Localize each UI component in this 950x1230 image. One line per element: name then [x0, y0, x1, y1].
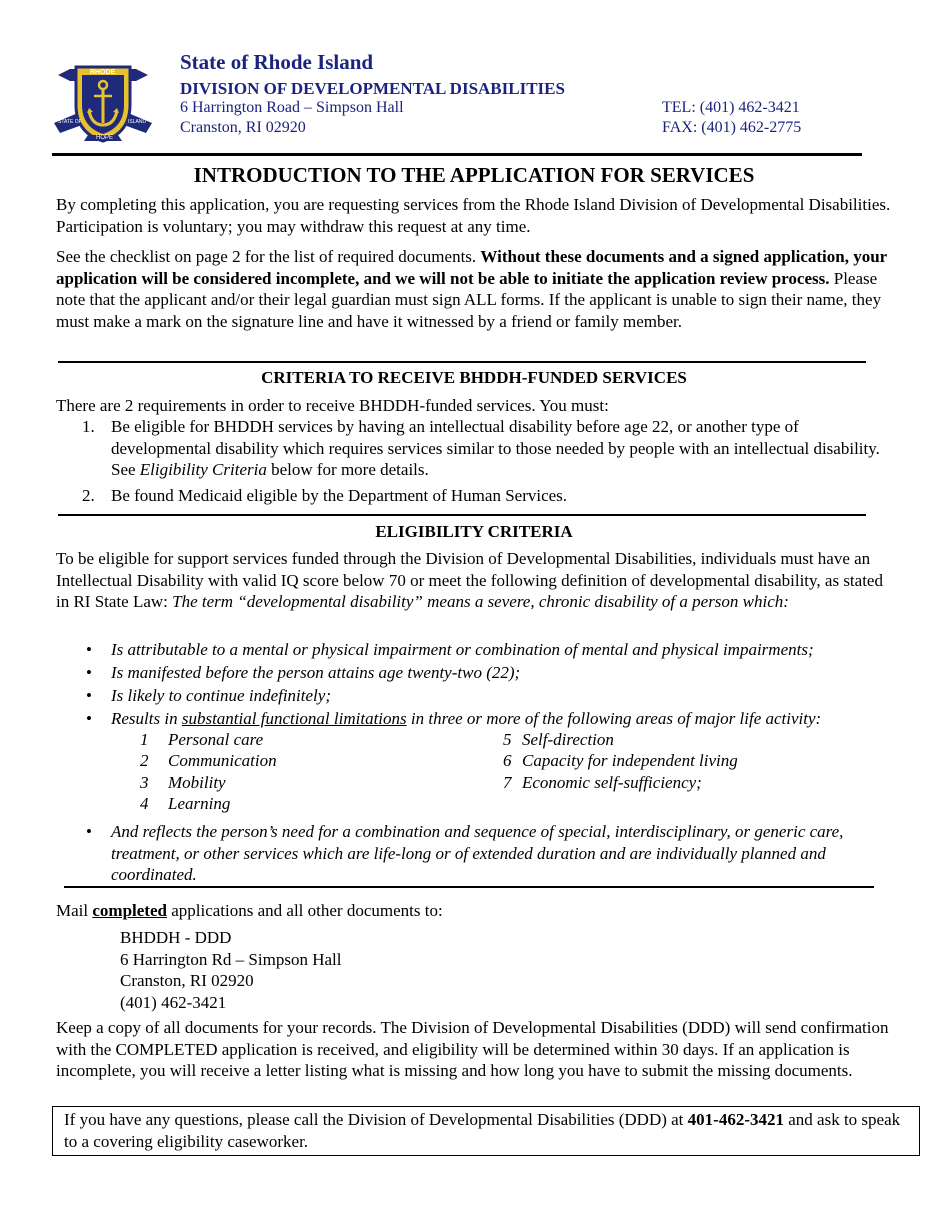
header-division: DIVISION OF DEVELOPMENTAL DISABILITIES — [180, 79, 565, 98]
seal-text-bottom: HOPE — [96, 135, 114, 141]
eligibility-bullet-4-end: in three or more of the following areas of major life activity: — [406, 709, 822, 728]
header-tel: TEL: (401) 462-3421 — [662, 99, 800, 116]
mail-address-line2: 6 Harrington Rd – Simpson Hall — [120, 949, 342, 969]
eligibility-lead-text: To be eligible for support services funded through the Division of Developmental Disabilities, individuals must have an Intellectual Disability with valid IQ score below 70 or meet the following definition of developmental disability, as stated in RI State Law: — [56, 549, 883, 611]
intro-p2-bold: Without these documents and a signed application, your application will be considered incomplete, and we will not be able to initiate the application review process. — [56, 247, 887, 288]
mail-lead — [56, 900, 896, 922]
seal-text-left: STATE OF — [58, 119, 82, 125]
mail-lead-end: applications and all other documents to: — [166, 901, 443, 920]
area-item-6: 6 Capacity for independent living — [503, 751, 738, 770]
questions-end: and ask to speak to a covering eligibility caseworker. — [64, 1110, 901, 1151]
list-item — [56, 485, 896, 507]
header-address-line1: 6 Harrington Road – Simpson Hall — [180, 99, 404, 116]
mail-top-divider — [64, 886, 874, 888]
intro-paragraph-1 — [56, 194, 896, 237]
list-item — [56, 662, 906, 684]
eligibility-bullet-4-underline: substantial functional limitations — [181, 709, 407, 728]
header-state-name: State of Rhode Island — [180, 50, 374, 74]
criteria-top-divider — [58, 361, 866, 363]
area-item-2: 2 Communication — [140, 751, 277, 770]
criteria-item-1-italic: Eligibility Criteria — [139, 460, 267, 479]
bullet-icon: • — [86, 709, 92, 728]
intro-p2-end: Please note that the applicant and/or their legal guardian must sign ALL forms. If the applicant is unable to sign their name, they must make a mark on the signature line and have it witnessed by a friend or family member. — [56, 268, 882, 331]
eligibility-title: ELIGIBILITY CRITERIA — [375, 522, 573, 541]
eligibility-bullet-3: Is likely to continue indefinitely; — [111, 686, 331, 705]
list-item — [56, 639, 906, 661]
eligibility-bullet-4-start: Results in — [111, 709, 182, 728]
area-item-5: 5 Self-direction — [503, 730, 614, 749]
mail-address-line1: BHDDH - DDD — [120, 928, 232, 947]
bullet-icon: • — [86, 640, 92, 659]
questions-start: If you have any questions, please call the Division of Developmental Disabilities (DDD) at — [64, 1110, 688, 1129]
mail-lead-start: Mail — [56, 901, 93, 920]
bullet-icon: • — [86, 686, 92, 705]
eligibility-top-divider — [58, 514, 866, 516]
area-item-3: 3 Mobility — [140, 773, 226, 792]
mail-lead-completed: completed — [92, 901, 167, 920]
eligibility-bullet-final — [56, 821, 896, 886]
criteria-item-2-text: Be found Medicaid eligible by the Department of Human Services. — [111, 485, 568, 505]
intro-p2-start: See the checklist on page 2 for the list of required documents. — [56, 247, 481, 266]
bullet-icon: • — [86, 663, 92, 682]
area-item-4: 4 Learning — [140, 794, 231, 813]
eligibility-bullet-2: Is manifested before the person attains age twenty-two (22); — [111, 663, 521, 682]
state-seal — [52, 55, 154, 145]
criteria-item-2-number: 2. — [82, 485, 95, 505]
list-item — [56, 708, 906, 730]
eligibility-bullet-1: Is attributable to a mental or physical impairment or combination of mental and physical impairments; — [111, 640, 814, 659]
eligibility-bullets — [56, 639, 906, 730]
criteria-lead: There are 2 requirements in order to receive BHDDH-funded services. You must: — [56, 396, 609, 415]
header-fax: FAX: (401) 462-2775 — [662, 119, 802, 136]
eligibility-bullet-5: And reflects the person’s need for a combination and sequence of special, interdisciplinary, or generic care, treatment, or other services which are life-long or of extended duration and are individually planned and coordinated. — [111, 822, 844, 884]
questions-box — [52, 1106, 920, 1156]
area-item-1: 1 Personal care — [140, 730, 264, 749]
questions-phone: 401-462-3421 — [687, 1110, 784, 1129]
bullet-icon: • — [86, 822, 92, 841]
keep-copy-paragraph: Keep a copy of all documents for your records. The Division of Developmental Disabilities (DDD) will send confirmation with the COMPLETED application is received, and eligibility will be determined within 30 days. If an application is incomplete, you will receive a letter listing what is missing and how long you have to submit the missing documents. — [56, 1018, 889, 1080]
mail-address-line4: (401) 462-3421 — [120, 992, 227, 1012]
intro-paragraph-2 — [56, 246, 896, 332]
criteria-item-1-number: 1. — [82, 417, 95, 436]
criteria-list — [56, 416, 896, 506]
list-item — [56, 685, 906, 707]
area-item-7: 7 Economic self-sufficiency; — [503, 773, 702, 792]
criteria-title: CRITERIA TO RECEIVE BHDDH-FUNDED SERVICES — [261, 368, 687, 387]
mail-address-line3: Cranston, RI 02920 — [120, 971, 254, 990]
page-title: INTRODUCTION TO THE APPLICATION FOR SERVICES — [193, 163, 755, 187]
seal-text-top: RHODE — [90, 69, 116, 76]
intro-p1-text: By completing this application, you are requesting services from the Rhode Island Division of Developmental Disabilities. Participation is voluntary; you may withdraw this request at any time. — [56, 195, 891, 236]
header-divider — [52, 153, 862, 156]
seal-text-right: ISLAND — [128, 119, 147, 125]
mail-address — [120, 927, 341, 1013]
criteria-item-1-start: Be eligible for BHDDH services by having an intellectual disability before age 22, or another type of developmental disability which requires services similar to those needed by people with an intellectual disability. See — [111, 417, 880, 479]
header-address-line2: Cranston, RI 02920 — [180, 119, 306, 136]
eligibility-lead-italic: The term “developmental disability” means a severe, chronic disability of a person which: — [172, 592, 789, 611]
list-item — [56, 821, 896, 886]
criteria-item-1-end: below for more details. — [266, 460, 429, 479]
eligibility-lead — [56, 548, 896, 613]
list-item — [56, 416, 896, 481]
